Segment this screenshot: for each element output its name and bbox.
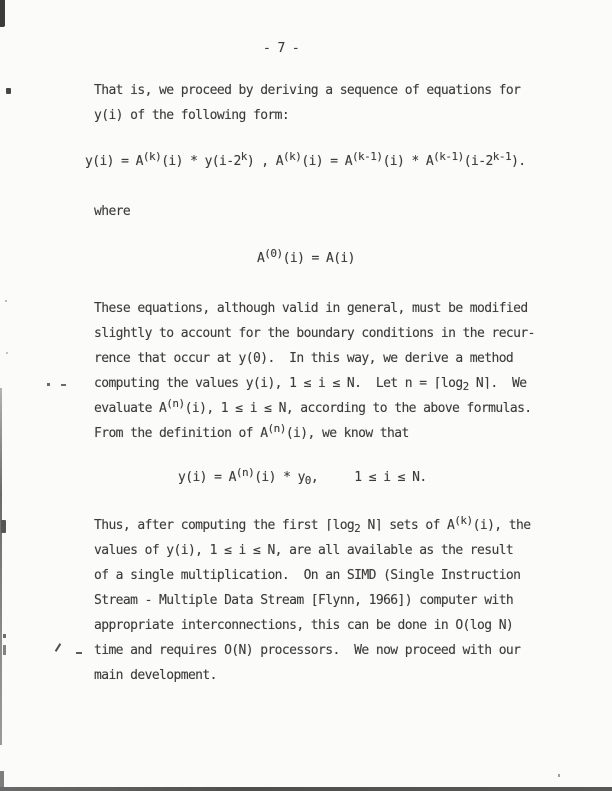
solution-equation [178,465,427,490]
scan-speck [6,352,8,354]
recurrence-equation [85,149,526,174]
simd-paragraph [94,513,530,688]
text-line: slightly to account for the boundary conditions in the recur- [94,326,535,341]
text-line: From the definition of $A^{(n)}(i)$, we know that [94,422,409,441]
text-line: Thus, after computing the first $⌈\log_2$ N⌉ sets of $A^{(k)}(i)$, the [94,514,531,535]
text-line: appropriate interconnections, this can be done in O(log N) [94,618,514,633]
scan-edge-tick [3,645,6,655]
boundary-conditions-paragraph [94,296,535,446]
scan-speck [6,88,11,94]
text-line: of a single multiplication. On an SIMD (Single Instruction [94,568,521,583]
pencil-dot [76,652,82,654]
scan-speck [558,774,560,777]
scan-speck [61,384,66,386]
scan-speck [5,300,7,302]
text-line: That is, we proceed by deriving a sequence of equations for [94,83,521,98]
text-line: $A^{(0)}(i) = A(i)$ [257,247,355,266]
scan-edge-blob [0,771,4,788]
text-line: Stream - Multiple Data Stream [Flynn, 1966]) computer with [94,593,514,608]
text-line: values of y(i), 1 ≤ i ≤ N, are all available as the result [94,543,514,558]
text-line: $y(i) = A^{(k)}(i) * y(i-2^k)$ , $A^{(k)}(i) = A^{(k-1)}(i) * A^{(k-1)}(i-2^{k-1})$. [85,150,526,169]
text-line: computing the values y(i), 1 ≤ i ≤ N. Let $n = ⌈\log_2$ N⌉. We [94,376,527,393]
text-line: main development. [94,668,217,683]
text-line: evaluate $A^{(n)}(i)$, 1 ≤ i ≤ N, according to the above formulas. [94,397,532,416]
scan-edge-blob [1,520,6,533]
page-number: - 7 - [263,41,300,56]
scan-edge-tick [3,634,6,638]
intro-paragraph [94,78,520,128]
text-line: These equations, although valid in general, must be modified [94,301,528,316]
scan-speck [47,383,50,386]
base-case-equation [257,246,355,271]
bottom-scan-bar [0,787,612,791]
text-line: rence that occur at y(0). In this way, we derive a method [94,351,514,366]
where-label [94,199,130,224]
text-line: time and requires O(N) processors. We now proceed with our [94,643,521,658]
scan-edge-line [0,388,2,745]
scan-corner-mark [0,0,5,27]
text-line: $y(i) = A^{(n)}(i) * y_0$, 1 ≤ i ≤ N. [178,466,427,487]
text-line: where [94,204,131,219]
pencil-mark [55,643,61,652]
text-line: y(i) of the following form: [94,108,290,123]
